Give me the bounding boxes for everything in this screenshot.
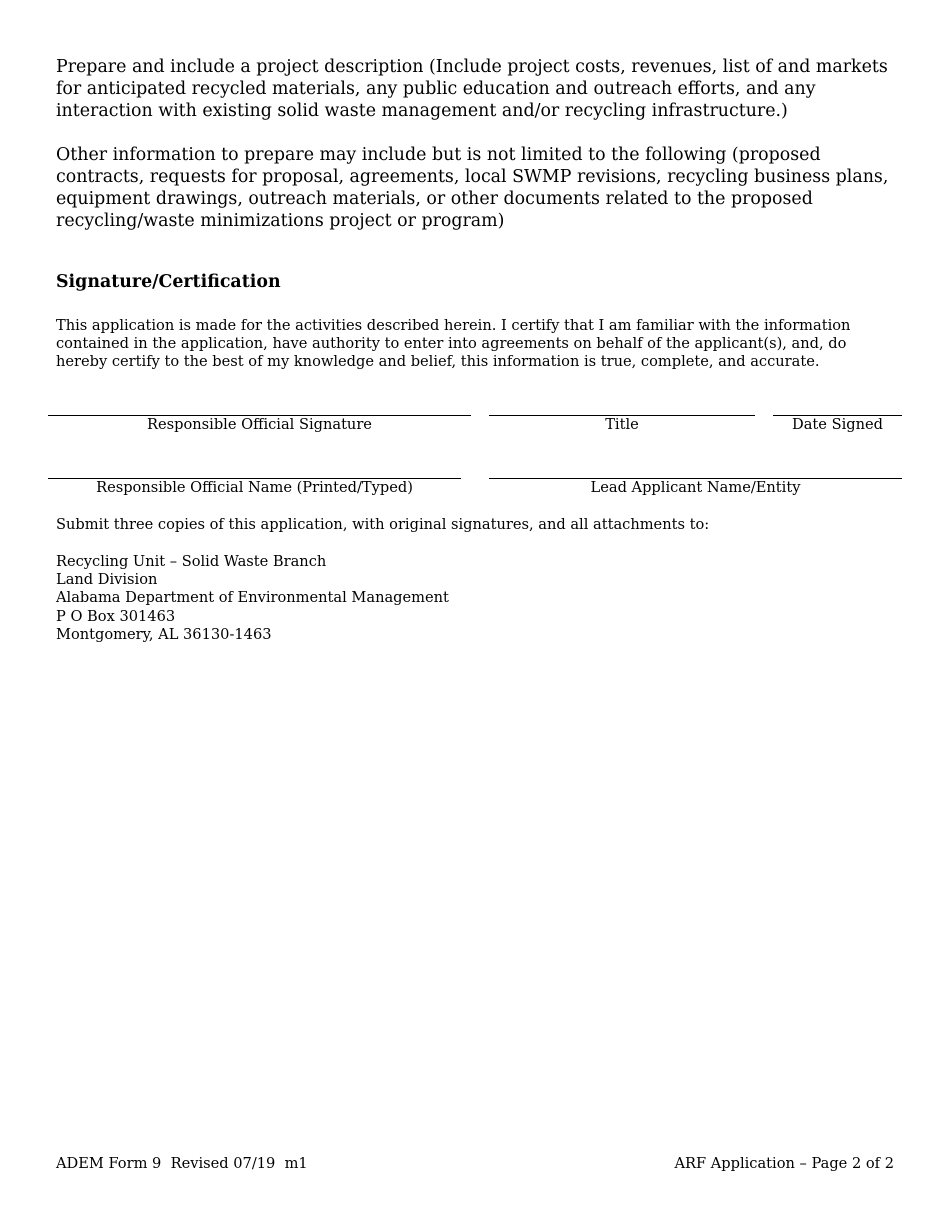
footer-form-id: ADEM Form 9 Revised 07/19 m1 [56, 1155, 308, 1172]
printed-name-label: Responsible Official Name (Printed/Typed) [96, 479, 413, 496]
mailing-address [56, 553, 449, 644]
address-line: P O Box 301463 [56, 607, 176, 625]
other-information-paragraph: Other information to prepare may include but is not limited to the following (proposed contracts, requests for proposal, agreements, local SWMP revisions, recycling business plans, equipment drawings, outreach materials, or other documents related to the proposed recycling/waste minimizations project or program) [56, 145, 889, 231]
project-description-paragraph: Prepare and include a project description (Include project costs, revenues, list of and markets for anticipated recycled materials, any public education and outreach efforts, and any interaction with existing solid waste management and/or recycling infrastructure.) [56, 57, 888, 121]
title-label: Title [605, 416, 639, 433]
address-line: Recycling Unit – Solid Waste Branch [56, 553, 327, 570]
footer-page-number: ARF Application – Page 2 of 2 [674, 1155, 894, 1172]
address-line: Alabama Department of Environmental Management [56, 589, 449, 607]
submission-instructions: Submit three copies of this application, with original signatures, and all attachments to: [56, 516, 710, 533]
address-line: Land Division [56, 571, 158, 589]
signature-label: Responsible Official Signature [147, 416, 372, 433]
date-label: Date Signed [792, 416, 883, 433]
certification-text: This application is made for the activities described herein. I certify that I am familiar with the information contained in the application, have authority to enter into agreements on behalf of the applicant(s), and, do hereby certify to the best of my knowledge and belief, this information is true, complete, and accurate. [56, 317, 851, 371]
entity-label: Lead Applicant Name/Entity [590, 479, 801, 496]
address-line: Montgomery, AL 36130-1463 [56, 625, 272, 643]
section-heading-signature: Signature/Certification [56, 272, 281, 292]
